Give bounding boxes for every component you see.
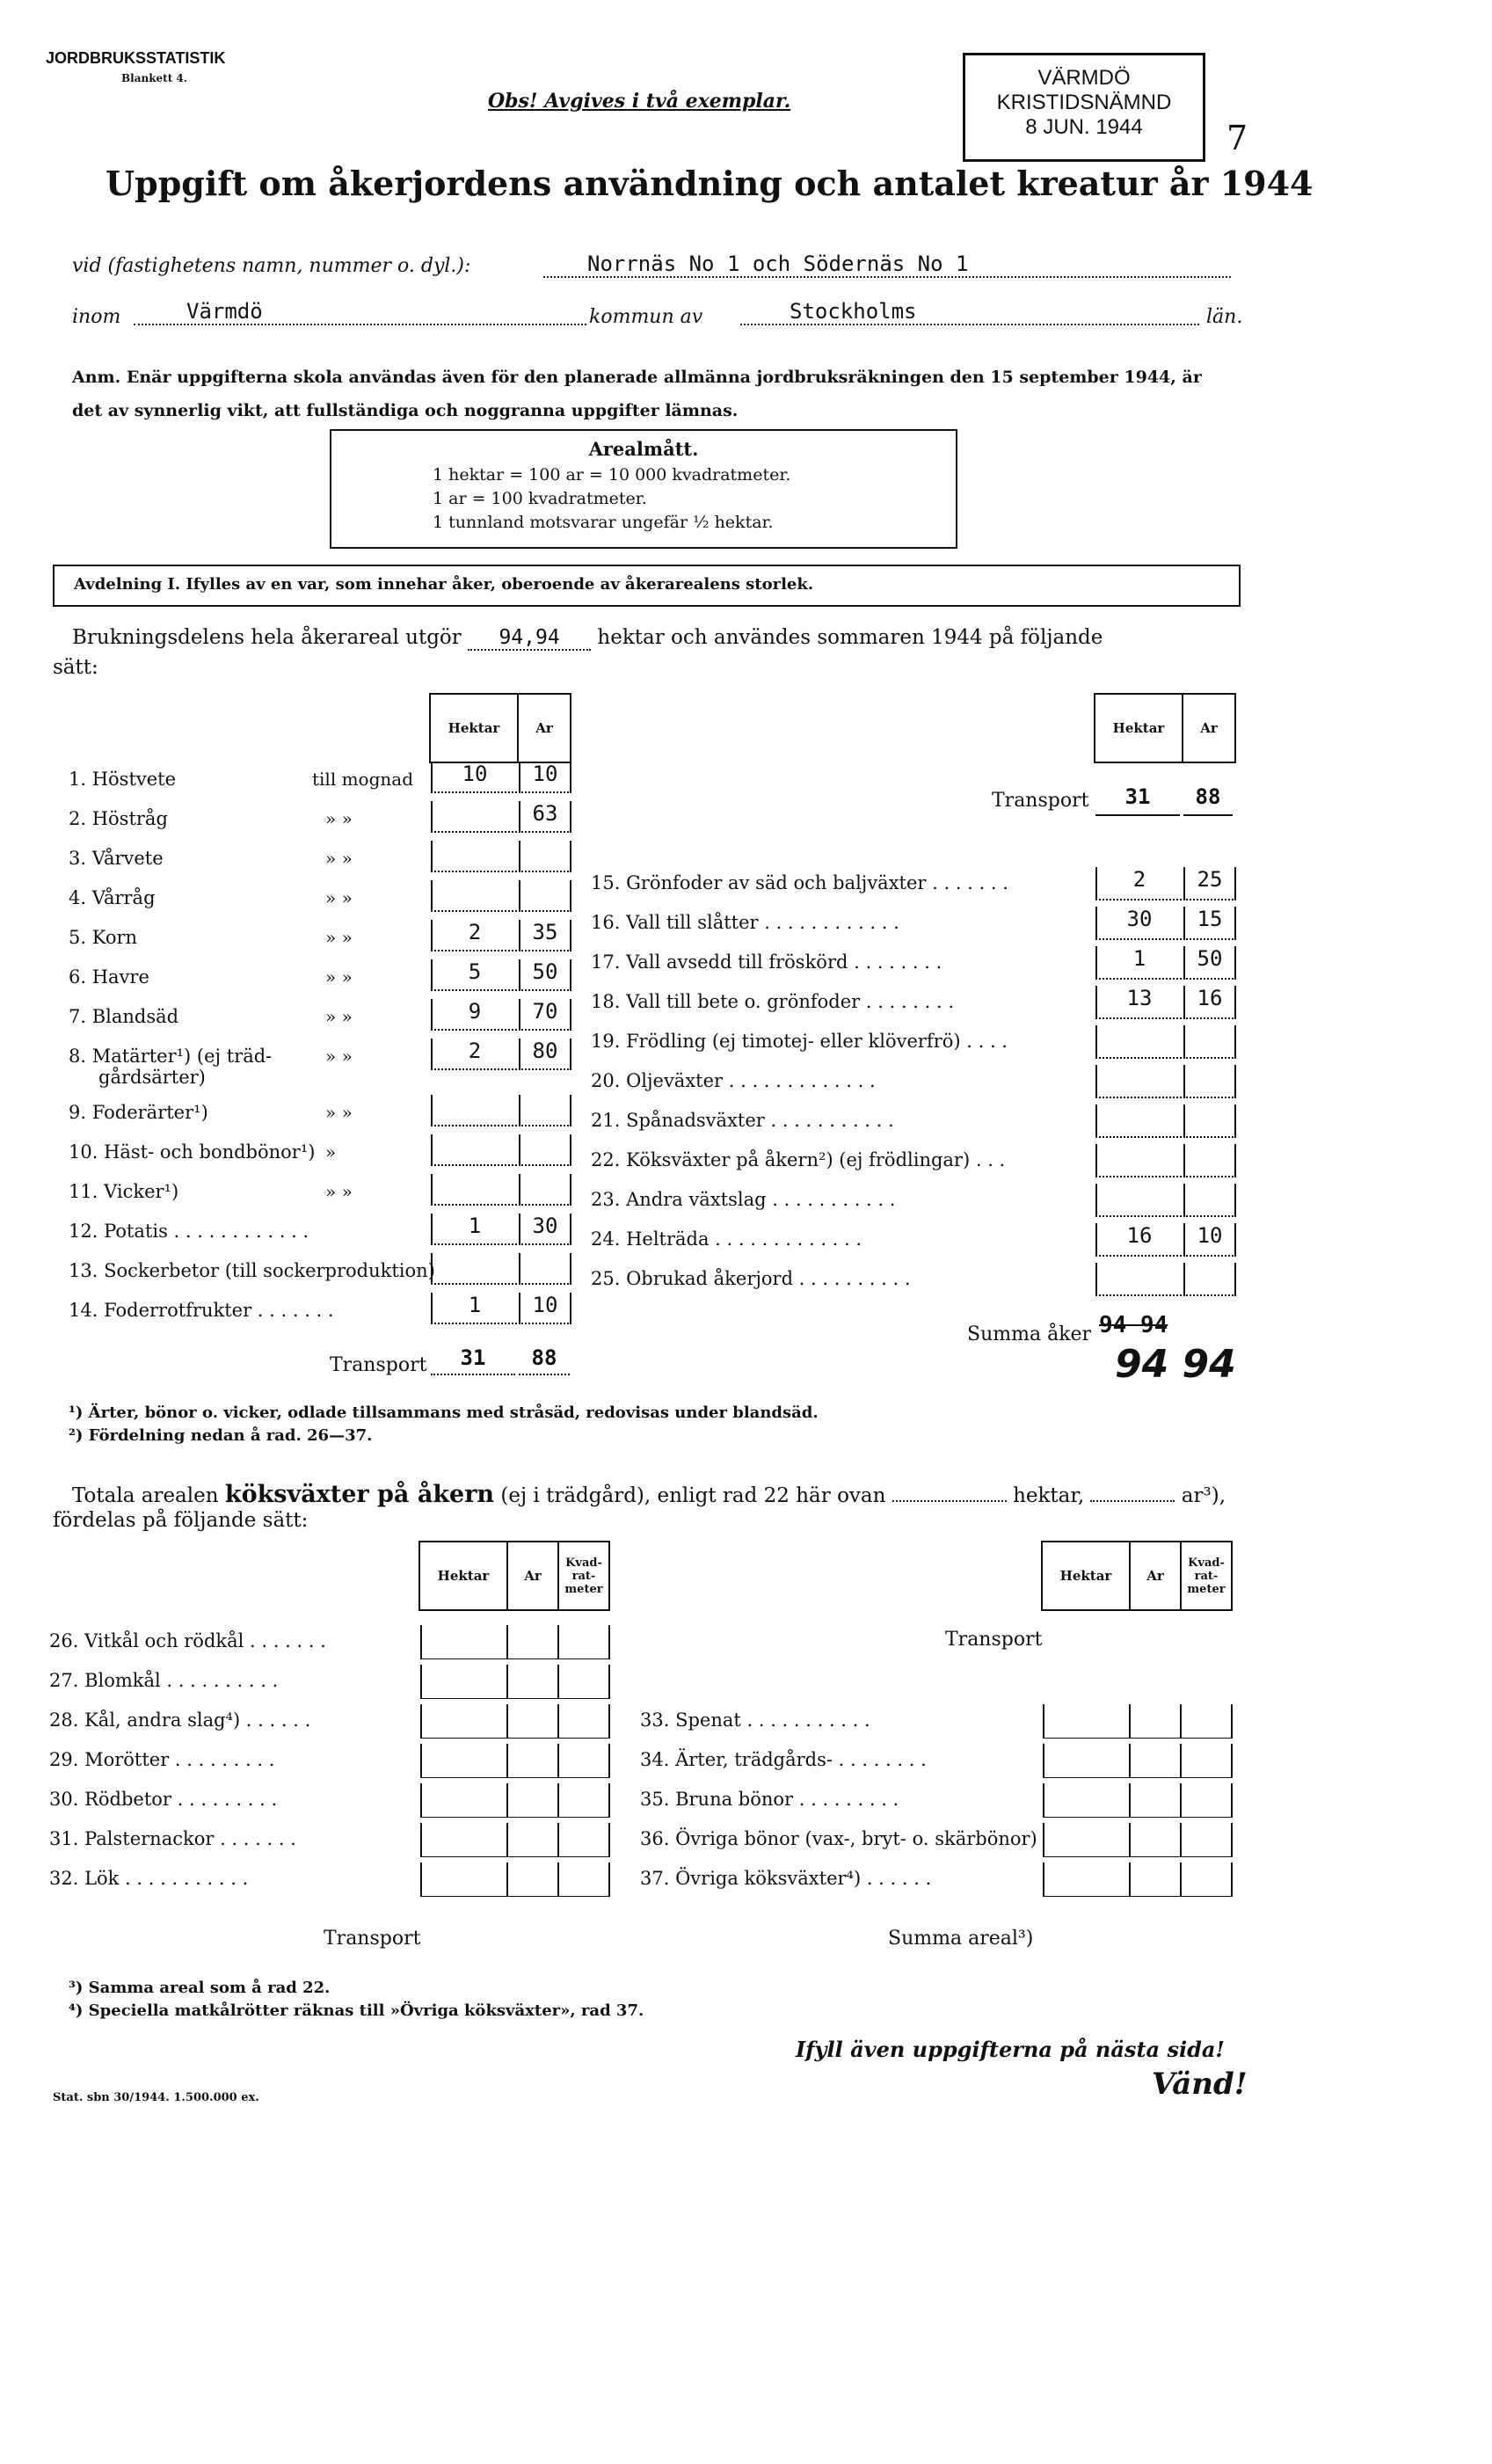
vegetable-label-right: 33. Spenat . . . . . . . . . . .	[640, 1709, 870, 1731]
hektar-cell-right[interactable]: 30	[1095, 907, 1182, 940]
s2-right-header	[1041, 1541, 1233, 1611]
page-mark: 7	[1226, 119, 1248, 157]
hektar-cell[interactable]	[431, 880, 517, 912]
s2-ar-cell-right[interactable]	[1129, 1704, 1180, 1739]
crop-label-right: 20. Oljeväxter . . . . . . . . . . . . .	[591, 1070, 876, 1091]
crop-note: » »	[325, 887, 353, 908]
crop-label: 9. Foderärter¹)	[69, 1102, 208, 1123]
hektar-cell-right[interactable]: 16	[1095, 1223, 1182, 1257]
s2-hektar-cell[interactable]	[420, 1704, 506, 1739]
ar-cell[interactable]	[519, 1134, 571, 1166]
s2-kvm-cell-right[interactable]	[1180, 1704, 1233, 1739]
s2-hektar-cell[interactable]	[420, 1823, 506, 1857]
vegetable-label-right: 35. Bruna bönor . . . . . . . . .	[640, 1789, 899, 1810]
footnote-2: ²) Fördelning nedan å rad. 26—37.	[69, 1426, 373, 1445]
s2-ar-cell[interactable]	[506, 1823, 557, 1857]
col-hektar: Hektar	[430, 694, 518, 762]
section1-heading-box	[53, 565, 1241, 607]
hektar-cell[interactable]	[431, 1134, 517, 1166]
crop-label: 10. Häst- och bondbönor¹)	[69, 1141, 316, 1163]
lan-label: län.	[1206, 306, 1243, 328]
s2-kvm-cell[interactable]	[557, 1783, 610, 1818]
s2-kvm-cell-right[interactable]	[1180, 1783, 1233, 1818]
hektar-cell-right[interactable]	[1095, 1104, 1182, 1138]
section2-intro	[72, 1481, 1226, 1508]
s2-kvm-cell-right[interactable]	[1180, 1863, 1233, 1897]
vid-label: vid (fastighetens namn, nummer o. dyl.):	[72, 255, 471, 277]
s2-hektar-cell[interactable]	[420, 1744, 506, 1778]
vegetable-label-right: 37. Övriga köksväxter⁴) . . . . . .	[640, 1868, 932, 1889]
ar-cell[interactable]: 80	[519, 1039, 571, 1070]
vegetable-label: 30. Rödbetor . . . . . . . . .	[49, 1789, 278, 1810]
stamp-line2: KRISTIDSNÄMND	[996, 91, 1172, 114]
vegetable-label: 28. Kål, andra slag⁴) . . . . . .	[49, 1709, 311, 1731]
s2-ar-cell-right[interactable]	[1129, 1863, 1180, 1897]
summa-aker-label: Summa åker	[967, 1323, 1092, 1345]
crop-label-right: 24. Helträda . . . . . . . . . . . . .	[591, 1228, 862, 1250]
crop-label-right: 25. Obrukad åkerjord . . . . . . . . . .	[591, 1268, 911, 1289]
s2-ar-cell[interactable]	[506, 1863, 557, 1897]
office-name: JORDBRUKSSTATISTIK	[46, 49, 226, 67]
s2-hektar-cell-right[interactable]	[1043, 1783, 1129, 1818]
s2-summa-label: Summa areal³)	[888, 1928, 1034, 1950]
ar-cell-right[interactable]: 25	[1183, 867, 1236, 900]
left-transport-ar[interactable]: 88	[519, 1345, 570, 1375]
ar-cell[interactable]: 63	[519, 801, 571, 833]
s2-intro-f: fördelas på följande sätt:	[53, 1509, 309, 1532]
s2-hektar-cell[interactable]	[420, 1863, 506, 1897]
vegetable-label: 27. Blomkål . . . . . . . . . .	[49, 1670, 279, 1691]
s2-col-ar: Ar	[507, 1542, 558, 1610]
form-title: Uppgift om åkerjordens användning och antalet kreatur år 1944	[106, 164, 1314, 203]
s2-col-hektar: Hektar	[419, 1542, 507, 1610]
ar-cell[interactable]	[519, 880, 571, 912]
crop-label: 1. Höstvete	[69, 769, 177, 790]
kommun-label: kommun av	[589, 306, 703, 328]
hektar-cell[interactable]	[431, 801, 517, 833]
form-number: Blankett 4.	[121, 72, 187, 84]
lan-field[interactable]: Stockholms	[740, 299, 1199, 325]
crop-label: 14. Foderrotfrukter . . . . . . .	[69, 1300, 334, 1321]
s2-right-transport: Transport	[945, 1629, 1043, 1651]
s2-intro-e: ar³),	[1181, 1484, 1226, 1507]
ar-cell-right[interactable]: 50	[1183, 946, 1236, 980]
ar-cell[interactable]	[519, 1174, 571, 1206]
received-stamp	[963, 53, 1205, 162]
ar-cell-right[interactable]	[1183, 1025, 1236, 1059]
left-transport-label: Transport	[330, 1354, 427, 1376]
footnote-4: ⁴) Speciella matkålrötter räknas till »Övriga köksväxter», rad 37.	[69, 2001, 644, 2020]
right-transport-label: Transport	[992, 790, 1089, 812]
vegetable-label: 29. Morötter . . . . . . . . .	[49, 1749, 275, 1770]
left-transport-hektar[interactable]: 31	[431, 1345, 515, 1375]
col-ar-right: Ar	[1183, 694, 1235, 762]
area-units-box	[330, 429, 957, 549]
crop-label: 3. Vårvete	[69, 848, 164, 869]
area-units-title: Arealmått.	[588, 438, 699, 460]
s2-ar-cell-right[interactable]	[1129, 1744, 1180, 1778]
copies-note: Obs! Avgives i två exemplar.	[488, 90, 791, 113]
s2-hektar-cell[interactable]	[420, 1783, 506, 1818]
crop-note: » »	[325, 808, 353, 829]
footnote-3: ³) Samma areal som å rad 22.	[69, 1979, 331, 1997]
s2-kvm-cell-right[interactable]	[1180, 1823, 1233, 1857]
intro-b: hektar och användes sommaren 1944 på följande	[597, 626, 1103, 649]
ar-cell[interactable]	[519, 841, 571, 872]
ar-cell-right[interactable]	[1183, 1104, 1236, 1138]
crop-label-right: 15. Grönfoder av säd och baljväxter . . . . . . .	[591, 872, 1008, 893]
ar-cell-right[interactable]	[1183, 1184, 1236, 1217]
crop-label-right: 16. Vall till slåtter . . . . . . . . . . . .	[591, 912, 899, 933]
crop-label: 5. Korn	[69, 927, 138, 948]
crop-note: » »	[325, 927, 353, 948]
s2-left-header	[418, 1541, 610, 1611]
hektar-cell-right[interactable]: 2	[1095, 867, 1182, 900]
hektar-cell[interactable]: 5	[431, 959, 517, 991]
intro-a: Brukningsdelens hela åkerareal utgör	[72, 626, 462, 649]
hektar-cell-right[interactable]: 13	[1095, 986, 1182, 1019]
hektar-cell[interactable]: 9	[431, 999, 517, 1031]
s2-col-kvm: Kvad- rat- meter	[558, 1542, 609, 1610]
crop-label-right: 17. Vall avsedd till fröskörd . . . . . . . .	[591, 951, 943, 973]
s2-col-ar-right: Ar	[1130, 1542, 1181, 1610]
vid-field[interactable]: Norrnäs No 1 och Södernäs No 1	[543, 252, 1231, 278]
crop-label: 4. Vårråg	[69, 887, 156, 908]
total-area-field[interactable]: 94,94	[468, 626, 591, 651]
print-info: Stat. sbn 30/1944. 1.500.000 ex.	[53, 2091, 259, 2104]
crop-note: till mognad	[312, 769, 413, 790]
vegetable-label-right: 36. Övriga bönor (vax-, bryt- o. skärbönor)	[640, 1828, 1037, 1849]
crop-label-2: gårdsärter)	[98, 1067, 206, 1088]
s2-ar-cell[interactable]	[506, 1704, 557, 1739]
s2-kvm-cell[interactable]	[557, 1823, 610, 1857]
ar-cell[interactable]: 35	[519, 920, 571, 951]
crop-label: 6. Havre	[69, 966, 149, 988]
s2-ar-cell-right[interactable]	[1129, 1823, 1180, 1857]
ar-cell[interactable]: 10	[519, 1293, 571, 1324]
ar-cell[interactable]	[519, 1095, 571, 1126]
hektar-cell[interactable]	[431, 1174, 517, 1206]
crop-note: » »	[325, 1006, 353, 1027]
ar-cell-right[interactable]	[1183, 1065, 1236, 1098]
crop-label-right: 21. Spånadsväxter . . . . . . . . . . .	[591, 1110, 894, 1131]
footnote-1: ¹) Ärter, bönor o. vicker, odlade tillsammans med stråsäd, redovisas under blandsäd.	[69, 1403, 819, 1422]
crop-label-right: 23. Andra växtslag . . . . . . . . . . .	[591, 1189, 896, 1210]
crop-label: 2. Höstråg	[69, 808, 168, 829]
inom-field[interactable]: Värmdö	[134, 299, 586, 325]
crop-note: »	[325, 1141, 337, 1163]
stamp-date: 8 JUN. 1944	[1025, 115, 1143, 139]
continue-note: Ifyll även uppgifterna på nästa sida!	[796, 2037, 1225, 2062]
crop-label: 11. Vicker¹)	[69, 1181, 179, 1202]
s2-intro-a: Totala arealen	[72, 1484, 219, 1507]
s2-hektar-cell-right[interactable]	[1043, 1744, 1129, 1778]
crop-note: » »	[325, 848, 353, 869]
col-ar: Ar	[518, 694, 571, 762]
hektar-cell-right[interactable]	[1095, 1263, 1182, 1296]
s2-hektar-cell-right[interactable]	[1043, 1823, 1129, 1857]
right-table-header	[1094, 693, 1236, 763]
hektar-cell-right[interactable]	[1095, 1025, 1182, 1059]
hektar-cell[interactable]	[431, 841, 517, 872]
s2-kvm-cell[interactable]	[557, 1665, 610, 1699]
vegetable-label: 26. Vitkål och rödkål . . . . . . .	[49, 1630, 326, 1651]
s2-intro-d: hektar,	[1013, 1484, 1085, 1507]
ar-cell-right[interactable]	[1183, 1263, 1236, 1296]
crop-label: 13. Sockerbetor (till sockerproduktion)	[69, 1260, 435, 1281]
crop-label: 8. Matärter¹) (ej träd-	[69, 1046, 273, 1067]
crop-note: » »	[325, 1102, 353, 1123]
s2-kvm-cell[interactable]	[557, 1625, 610, 1659]
hektar-cell[interactable]: 10	[431, 762, 517, 793]
ar-cell[interactable]: 30	[519, 1214, 571, 1245]
s2-hektar-cell-right[interactable]	[1043, 1863, 1129, 1897]
hektar-cell[interactable]: 1	[431, 1293, 517, 1324]
intro-c: sätt:	[53, 656, 98, 679]
s2-ar-field[interactable]	[1090, 1500, 1175, 1502]
s2-kvm-cell-right[interactable]	[1180, 1744, 1233, 1778]
s2-ar-cell[interactable]	[506, 1665, 557, 1699]
ar-cell[interactable]: 70	[519, 999, 571, 1031]
hektar-cell-right[interactable]	[1095, 1144, 1182, 1177]
ar-cell[interactable]	[519, 1253, 571, 1285]
crop-label-right: 19. Frödling (ej timotej- eller klöverfrö) . . . .	[591, 1031, 1008, 1052]
vegetable-label-right: 34. Ärter, trädgårds- . . . . . . . .	[640, 1749, 927, 1770]
crop-note: » »	[325, 1046, 353, 1067]
ar-cell-right[interactable]	[1183, 1144, 1236, 1177]
summa-aker-crossed: 94 94	[1099, 1312, 1168, 1338]
crop-note: » »	[325, 1181, 353, 1202]
hektar-cell[interactable]: 1	[431, 1214, 517, 1245]
ar-cell[interactable]: 50	[519, 959, 571, 991]
ar-cell[interactable]: 10	[519, 762, 571, 793]
s2-intro-b: köksväxter på åkern	[224, 1481, 495, 1508]
vegetable-label: 32. Lök . . . . . . . . . . .	[49, 1868, 249, 1889]
s2-hektar-cell-right[interactable]	[1043, 1704, 1129, 1739]
turn-note: Vänd!	[1152, 2067, 1248, 2102]
col-hektar-right: Hektar	[1095, 694, 1183, 762]
hektar-cell[interactable]: 2	[431, 1039, 517, 1070]
ar-cell-right[interactable]: 16	[1183, 986, 1236, 1019]
left-table-header	[429, 693, 571, 763]
hektar-cell-right[interactable]	[1095, 1184, 1182, 1217]
crop-label: 7. Blandsäd	[69, 1006, 179, 1027]
ar-cell-right[interactable]: 10	[1183, 1223, 1236, 1257]
s2-hektar-cell[interactable]	[420, 1625, 506, 1659]
s2-kvm-cell[interactable]	[557, 1744, 610, 1778]
ar-cell-right[interactable]: 15	[1183, 907, 1236, 940]
hektar-cell[interactable]: 2	[431, 920, 517, 951]
s2-ar-cell[interactable]	[506, 1625, 557, 1659]
s2-col-kvm-right: Kvad- rat- meter	[1181, 1542, 1232, 1610]
instruction-note: Anm. Enär uppgifterna skola användas även för den planerade allmänna jordbruksräkningen den 15 september 1944, är det av synnerlig vikt, att fullständiga och noggranna uppgifter lämnas.	[72, 368, 1202, 420]
s2-col-hektar-right: Hektar	[1042, 1542, 1130, 1610]
inom-label: inom	[72, 306, 121, 328]
area-units-line2: 1 ar = 100 kvadratmeter.	[433, 489, 647, 508]
right-transport-ar[interactable]: 88	[1183, 784, 1233, 816]
s2-hektar-cell[interactable]	[420, 1665, 506, 1699]
s2-ar-cell[interactable]	[506, 1744, 557, 1778]
vegetable-label: 31. Palsternackor . . . . . . .	[49, 1828, 296, 1849]
s2-intro-c: (ej i trädgård), enligt rad 22 här ovan	[500, 1484, 886, 1507]
s2-hektar-field[interactable]	[892, 1500, 1007, 1502]
section1-heading: Avdelning I. Ifylles av en var, som innehar åker, oberoende av åkerarealens storlek.	[74, 575, 814, 594]
section1-intro	[72, 626, 1103, 651]
area-units-line1: 1 hektar = 100 ar = 10 000 kvadratmeter.	[433, 465, 791, 485]
hektar-cell[interactable]	[431, 1253, 517, 1285]
hektar-cell-right[interactable]	[1095, 1065, 1182, 1098]
crop-note: » »	[325, 966, 353, 988]
crop-label-right: 18. Vall till bete o. grönfoder . . . . . . . .	[591, 991, 955, 1012]
area-units-line3: 1 tunnland motsvarar ungefär ½ hektar.	[433, 513, 774, 532]
s2-kvm-cell[interactable]	[557, 1704, 610, 1739]
s2-left-transport: Transport	[324, 1928, 421, 1950]
s2-ar-cell-right[interactable]	[1129, 1783, 1180, 1818]
right-transport-hektar[interactable]: 31	[1095, 784, 1180, 816]
s2-kvm-cell[interactable]	[557, 1863, 610, 1897]
crop-label: 12. Potatis . . . . . . . . . . . .	[69, 1221, 309, 1242]
stamp-line1: VÄRMDÖ	[1037, 66, 1131, 90]
s2-ar-cell[interactable]	[506, 1783, 557, 1818]
summa-aker-value[interactable]: 94 94	[1115, 1342, 1236, 1387]
hektar-cell[interactable]	[431, 1095, 517, 1126]
hektar-cell-right[interactable]: 1	[1095, 946, 1182, 980]
crop-label-right: 22. Köksväxter på åkern²) (ej frödlingar) . . .	[591, 1149, 1006, 1170]
